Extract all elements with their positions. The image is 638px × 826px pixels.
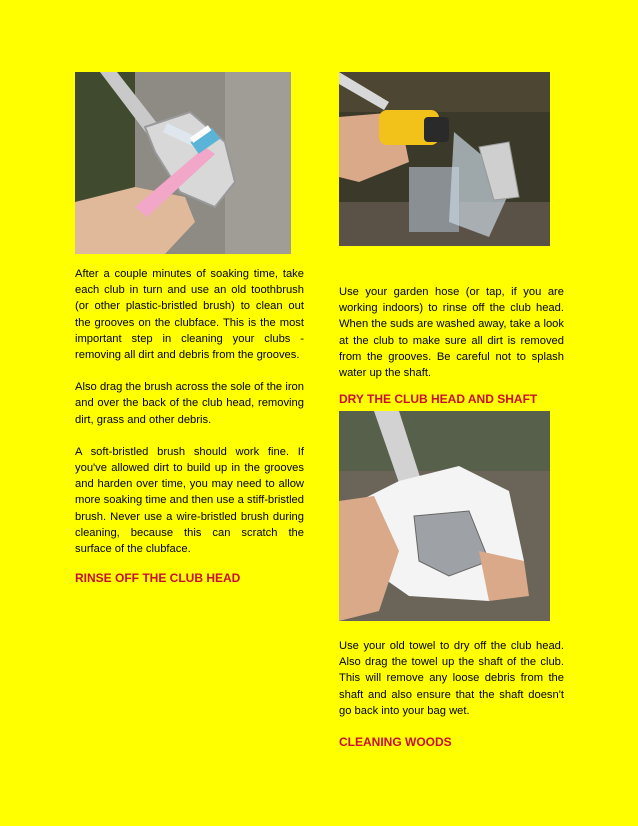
paragraph-brush-sole: Also drag the brush across the sole of the iron and over the back of the club head, removing dirt, grass and other debris. [75, 381, 304, 426]
photo-towel-drying [339, 411, 550, 621]
photo-toothbrush-cleaning [75, 72, 291, 254]
heading-dry: DRY THE CLUB HEAD AND SHAFT [339, 392, 538, 406]
paragraph-hose: Use your garden hose (or tap, if you are working indoors) to rinse off the club head. When the suds are washed away, take a look at the club to make sure all dirt is removed from the grooves. Be careful not to splash water up the shaft. [339, 286, 564, 380]
photo-hose-rinsing [339, 72, 550, 246]
left-column-text [75, 266, 304, 573]
right-column-dry-text [339, 638, 564, 735]
heading-rinse: RINSE OFF THE CLUB HEAD [75, 571, 241, 585]
heading-cleaning-woods: CLEANING WOODS [339, 735, 452, 749]
right-column-rinse-text [339, 284, 564, 397]
paragraph-toothbrush: After a couple minutes of soaking time, take each club in turn and use an old toothbrush (or other plastic-bristled brush) to clean out the grooves on the clubface. This is the most important step in cleaning your clubs - removing all dirt and debris from the grooves. [75, 268, 304, 362]
paragraph-soft-bristled: A soft-bristled brush should work fine. If you've allowed dirt to build up in the grooves and harden over time, you may need to allow more soaking time and then use a stiff-bristled brush. Never use a wire-bristled brush during cleaning, because this can scratch the surface of the clubface. [75, 445, 304, 556]
paragraph-towel: Use your old towel to dry off the club head. Also drag the towel up the shaft of the club. This will remove any loose debris from the shaft and also ensure that the shaft doesn't go back into your bag wet. [339, 640, 564, 717]
